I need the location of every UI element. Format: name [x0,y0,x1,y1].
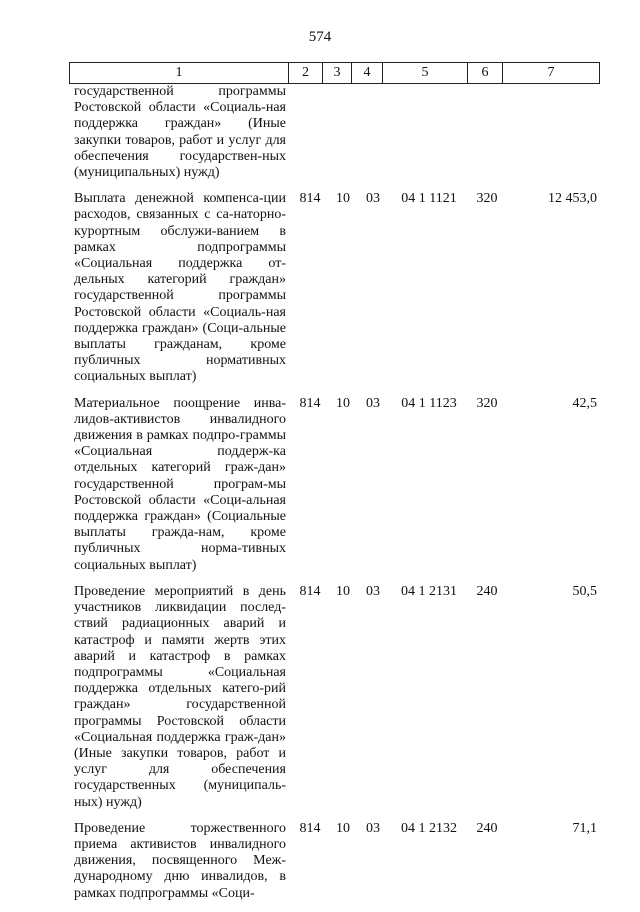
row-subsection-code: 03 [366,820,380,836]
column-header-table [69,62,600,84]
row-target-code: 04 1 1121 [401,191,457,207]
row-section-code: 10 [336,191,350,207]
column-header-7: 7 [503,63,600,84]
row-amount: 42,5 [572,395,597,411]
row-subsection-code: 03 [366,191,380,207]
table-row [0,821,640,902]
row-expense-type: 240 [476,583,498,599]
table-row [0,396,640,574]
row-ministry-code: 814 [299,583,321,599]
column-header-2: 2 [289,63,323,84]
row-expense-type: 240 [476,820,498,836]
row-description: Выплата денежной компенса-ции расходов, связанных с са-наторно-курортным обслужи-ванием в рамках подпрограммы «Социальная поддержка от-дельных категорий граждан» государственной программы Ростовской области «Социаль-ная поддержка граждан» (Соци-альные выплаты гражданам, кроме публичных нормативных социальных выплат) [74,191,286,385]
page-number: 574 [308,29,332,45]
column-header-6: 6 [468,63,503,84]
table-row [0,191,640,385]
column-header-5: 5 [383,63,468,84]
row-description: Проведение торжественного приема активистов инвалидного движения, посвященного Меж-дународному дню инвалидов, в рамках подпрограммы «Соци- [74,820,286,901]
row-description: Материальное поощрение инва-лидов-активистов инвалидного движения в рамках подпро-граммы «Социальная поддерж-ка отдельных категорий граж-дан» государственной програм-мы Ростовской области «Соци-альная поддержка граждан» (Социальные выплаты гражда-нам, кроме публичных норма-тивных социальных выплат) [74,395,286,573]
column-header-1: 1 [70,63,289,84]
row-section-code: 10 [336,395,350,411]
row-target-code: 04 1 1123 [401,395,457,411]
row-amount: 50,5 [572,583,597,599]
row-ministry-code: 814 [299,395,321,411]
budget-table-body [0,84,640,912]
row-expense-type: 320 [476,191,498,207]
column-header-4: 4 [352,63,383,84]
row-subsection-code: 03 [366,583,380,599]
row-section-code: 10 [336,583,350,599]
row-target-code: 04 1 2132 [401,820,457,836]
row-section-code: 10 [336,820,350,836]
column-header-3: 3 [323,63,352,84]
row-amount: 12 453,0 [548,191,597,207]
row-subsection-code: 03 [366,395,380,411]
row-description: государственной программы Ростовской области «Социаль-ная поддержка граждан» (Иные закупки товаров, работ и услуг для обеспечения государствен-ных (муниципальных) нужд) [74,84,286,181]
row-expense-type: 320 [476,395,498,411]
column-header-row [70,63,600,84]
row-ministry-code: 814 [299,191,321,207]
row-amount: 71,1 [572,820,597,836]
table-row [0,584,640,811]
row-target-code: 04 1 2131 [401,583,457,599]
row-ministry-code: 814 [299,820,321,836]
row-description: Проведение мероприятий в день участников ликвидации послед-ствий радиационных аварий и катастроф и памяти жертв этих аварий и катастроф в рамках подпрограммы «Социальная поддержка отдельных катего-рий граждан» государственной программы Ростовской области «Социальная поддержка граж-дан» (Иные закупки товаров, работ и услуг для обеспечения государственных (муниципаль-ных) нужд) [74,583,286,810]
table-row [0,84,640,181]
